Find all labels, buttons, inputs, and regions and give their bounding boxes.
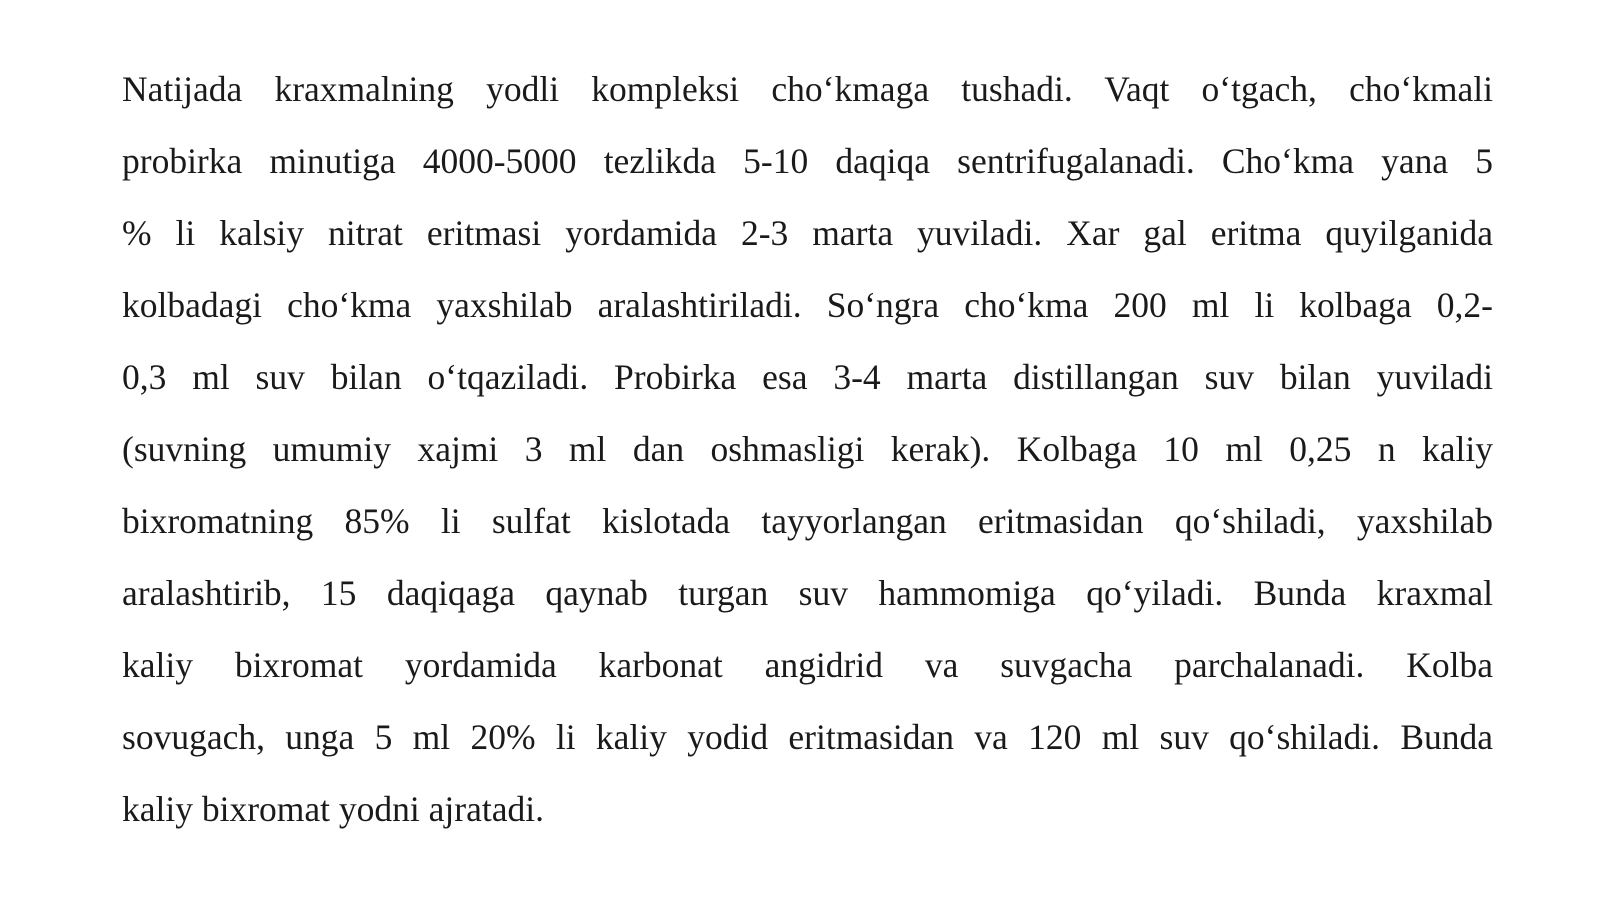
paragraph-line-1: Natijada kraxmalning yodli kompleksi cho‘kmaga tushadi. Vaqt o‘tgach, cho‘kmali [122, 69, 1493, 109]
paragraph-line-10: sovugach, unga 5 ml 20% li kaliy yodid eritmasidan va 120 ml suv qo‘shiladi. Bunda [122, 717, 1493, 757]
paragraph-line-3: % li kalsiy nitrat eritmasi yordamida 2-3 marta yuviladi. Xar gal eritma quyilganida [122, 213, 1493, 253]
paragraph-line-6: (suvning umumiy xajmi 3 ml dan oshmasligi kerak). Kolbaga 10 ml 0,25 n kaliy [122, 429, 1493, 469]
paragraph-line-2: probirka minutiga 4000-5000 tezlikda 5-10 daqiqa sentrifugalanadi. Cho‘kma yana 5 [122, 141, 1493, 181]
paragraph-line-5: 0,3 ml suv bilan o‘tqaziladi. Probirka esa 3-4 marta distillangan suv bilan yuviladi [122, 357, 1493, 397]
paragraph-line-8: aralashtirib, 15 daqiqaga qaynab turgan suv hammomiga qo‘yiladi. Bunda kraxmal [122, 573, 1493, 613]
paragraph-line-7: bixromatning 85% li sulfat kislotada tayyorlangan eritmasidan qo‘shiladi, yaxshilab [122, 501, 1493, 541]
paragraph-line-11: kaliy bixromat yodni ajratadi. [122, 789, 544, 829]
body-paragraph [122, 53, 1493, 845]
paragraph-line-9: kaliy bixromat yordamida karbonat angidrid va suvgacha parchalanadi. Kolba [122, 645, 1493, 685]
paragraph-line-4: kolbadagi cho‘kma yaxshilab aralashtiriladi. So‘ngra cho‘kma 200 ml li kolbaga 0,2- [122, 285, 1493, 325]
